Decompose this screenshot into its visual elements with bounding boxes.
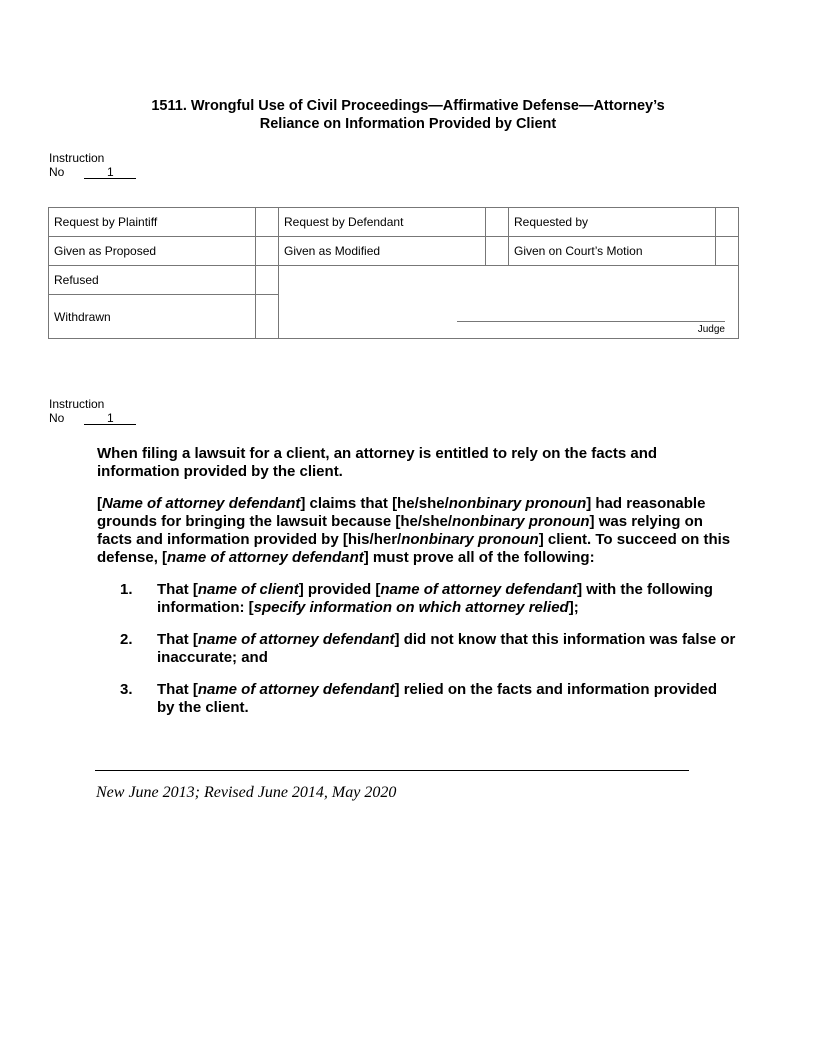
- placeholder-text: name of attorney defendant: [380, 581, 578, 598]
- checkbox-refused[interactable]: [256, 266, 279, 295]
- text: ] must prove all of the following:: [363, 549, 595, 566]
- paragraph: [97, 495, 737, 567]
- placeholder-text: Name of attorney defendant: [102, 495, 301, 512]
- item-number: 3.: [120, 681, 133, 698]
- instruction-body: [97, 445, 737, 731]
- item-text: [157, 631, 737, 667]
- instruction-number-top: Instruction No 1: [49, 151, 136, 179]
- text: ] claims that [he/she/: [300, 495, 449, 512]
- item-number: 2.: [120, 631, 133, 648]
- item-number: 1.: [120, 581, 133, 598]
- text: ] did not know that this information was false or inaccurate; and: [157, 631, 736, 666]
- text: ];: [568, 599, 579, 616]
- placeholder-text: name of attorney defendant: [197, 631, 395, 648]
- paragraph: When filing a lawsuit for a client, an attorney is entitled to rely on the facts and information provided by the client.: [97, 445, 658, 480]
- list-item: [97, 581, 737, 617]
- list-item: [97, 631, 737, 667]
- text: That [: [157, 581, 198, 598]
- text: ] relied on the facts and information provided by the client.: [157, 681, 718, 716]
- checkbox-requested-by[interactable]: [716, 208, 739, 237]
- page-title: 1511. Wrongful Use of Civil Proceedings—Affirmative Defense—Attorney’s Reliance on Information Provided by Client: [151, 98, 665, 132]
- checkbox-request-defendant[interactable]: [486, 208, 509, 237]
- judge-signature-line: [457, 321, 725, 322]
- text: That [: [157, 681, 198, 698]
- instruction-number-field[interactable]: 1: [84, 166, 136, 179]
- history-note: New June 2013; Revised June 2014, May 2020: [96, 784, 397, 801]
- text: ] client. To succeed on this defense, [: [97, 531, 731, 566]
- text: ] provided [: [298, 581, 381, 598]
- checkbox-given-court[interactable]: [716, 237, 739, 266]
- placeholder-text: nonbinary pronoun: [452, 513, 590, 530]
- placeholder-text: name of attorney defendant: [167, 549, 364, 566]
- checkbox-given-modified[interactable]: [486, 237, 509, 266]
- item-text: [157, 581, 737, 617]
- item-text: [157, 681, 737, 717]
- placeholder-text: nonbinary pronoun: [401, 531, 539, 548]
- placeholder-text: name of client: [197, 581, 299, 598]
- list-item: [97, 681, 737, 717]
- instruction-number-bottom: Instruction No 1: [49, 397, 136, 425]
- text: ] was relying on facts and information provided by [his/her/: [97, 513, 703, 548]
- judge-signature-area[interactable]: Judge: [279, 266, 739, 339]
- placeholder-text: specify information on which attorney relied: [253, 599, 569, 616]
- checkbox-withdrawn[interactable]: [256, 295, 279, 339]
- text: ] had reasonable grounds for bringing the lawsuit because [he/she/: [97, 495, 706, 530]
- text: [: [97, 495, 102, 512]
- placeholder-text: nonbinary pronoun: [448, 495, 587, 512]
- text: That [: [157, 631, 198, 648]
- text: ] with the following information: [: [157, 581, 713, 616]
- placeholder-text: name of attorney defendant: [197, 681, 395, 698]
- checkbox-given-proposed[interactable]: [256, 237, 279, 266]
- divider: [95, 770, 689, 771]
- disposition-table: Request by Plaintiff Request by Defendant Requested by Given as Proposed Given as Modified Given on Court’s Motion Refused Judge Withdrawn: [48, 207, 739, 339]
- checkbox-request-plaintiff[interactable]: [256, 208, 279, 237]
